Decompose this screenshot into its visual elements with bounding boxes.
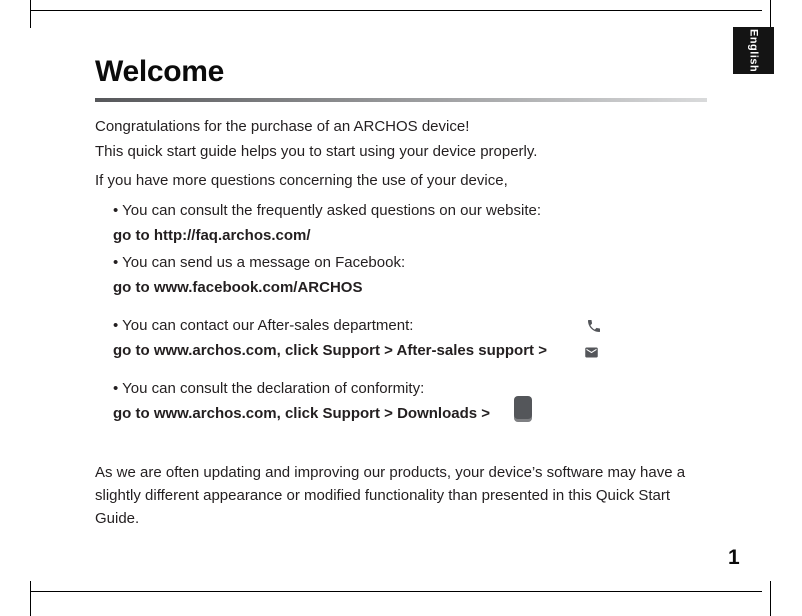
bullet-text: • You can send us a message on Facebook: — [113, 254, 406, 271]
tablet-icon — [514, 396, 532, 422]
bullet-item-faq — [113, 198, 707, 248]
bullet-item-facebook — [113, 250, 707, 300]
intro-line: Congratulations for the purchase of an ARCHOS device! — [95, 118, 470, 135]
title-rule — [95, 98, 707, 102]
envelope-icon — [582, 345, 601, 360]
crop-mark-bottom-left — [30, 581, 31, 616]
page-title: Welcome — [95, 55, 225, 88]
phone-icon — [586, 318, 602, 334]
language-tab: English — [733, 27, 774, 74]
bullet-link: go to www.archos.com, click Support > After-sales support > — [113, 342, 547, 359]
update-note: As we are often updating and improving our products, your device’s software may have a slightly different appearance or modified functionality than presented in this Quick Start Guide. — [95, 464, 686, 527]
crop-mark-bottom — [30, 591, 762, 592]
bullet-text: • You can consult the declaration of conformity: — [113, 380, 425, 397]
bullet-item-aftersales — [113, 313, 707, 363]
bullet-link: go to www.archos.com, click Support > Downloads > — [113, 405, 491, 422]
crop-mark-top-left — [30, 0, 31, 28]
intro-line: If you have more questions concerning the use of your device, — [95, 172, 508, 189]
crop-mark-bottom-right — [770, 581, 771, 616]
page-number: 1 — [728, 546, 740, 569]
crop-mark-top — [30, 10, 762, 11]
intro-paragraph — [95, 114, 707, 193]
page-content — [95, 55, 707, 530]
bullet-list — [95, 198, 707, 426]
bullet-link: go to http://faq.archos.com/ — [113, 227, 311, 244]
intro-line: This quick start guide helps you to start using your device properly. — [95, 143, 538, 160]
bullet-text: • You can contact our After-sales department: — [113, 317, 414, 334]
bullet-link: go to www.facebook.com/ARCHOS — [113, 279, 363, 296]
bullet-item-conformity — [113, 376, 707, 426]
crop-mark-top-right — [770, 0, 771, 28]
bullet-text: • You can consult the frequently asked questions on our website: — [113, 202, 542, 219]
